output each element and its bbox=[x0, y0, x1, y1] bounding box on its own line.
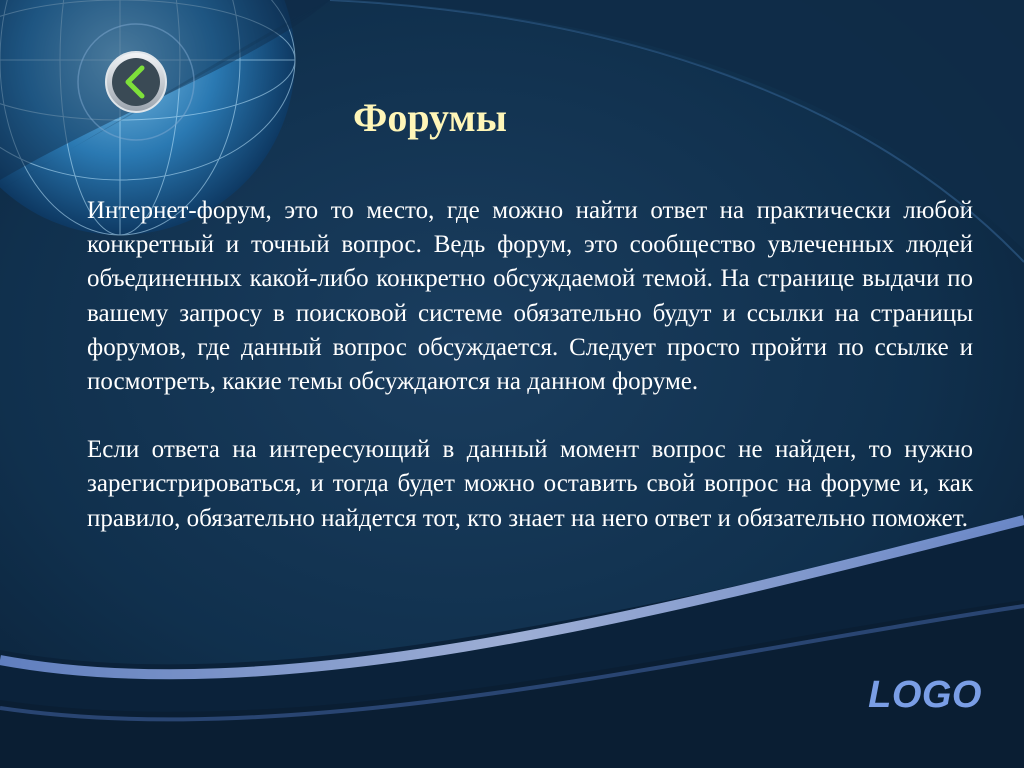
back-button[interactable] bbox=[104, 50, 168, 114]
chevron-left-icon bbox=[104, 50, 168, 114]
paragraph-forum-definition: Интернет-форум, это то место, где можно найти ответ на практически любой конкретный и точный вопрос. Ведь форум, это сообщество увлеченных людей объединенных какой-либо конкретно обсуждаемой темой. На странице выдачи по вашему запросу в поисковой системе обязательно будут и ссылки на страницы форумов, где данный вопрос обсуждается. Следует просто пройти по ссылке и посмотреть, какие темы обсуждаются на данном форуме. bbox=[87, 197, 973, 396]
logo: LOGO bbox=[868, 674, 982, 716]
slide-body bbox=[87, 194, 973, 536]
slide-title: Форумы bbox=[352, 95, 508, 140]
paragraph-register-advice: Если ответа на интересующий в данный момент вопрос не найден, то нужно зарегистрироваться, и тогда будет можно оставить свой вопрос на форуме и, как правило, обязательно найдется тот, кто знает на него ответ и обязательно поможет. bbox=[87, 436, 973, 532]
